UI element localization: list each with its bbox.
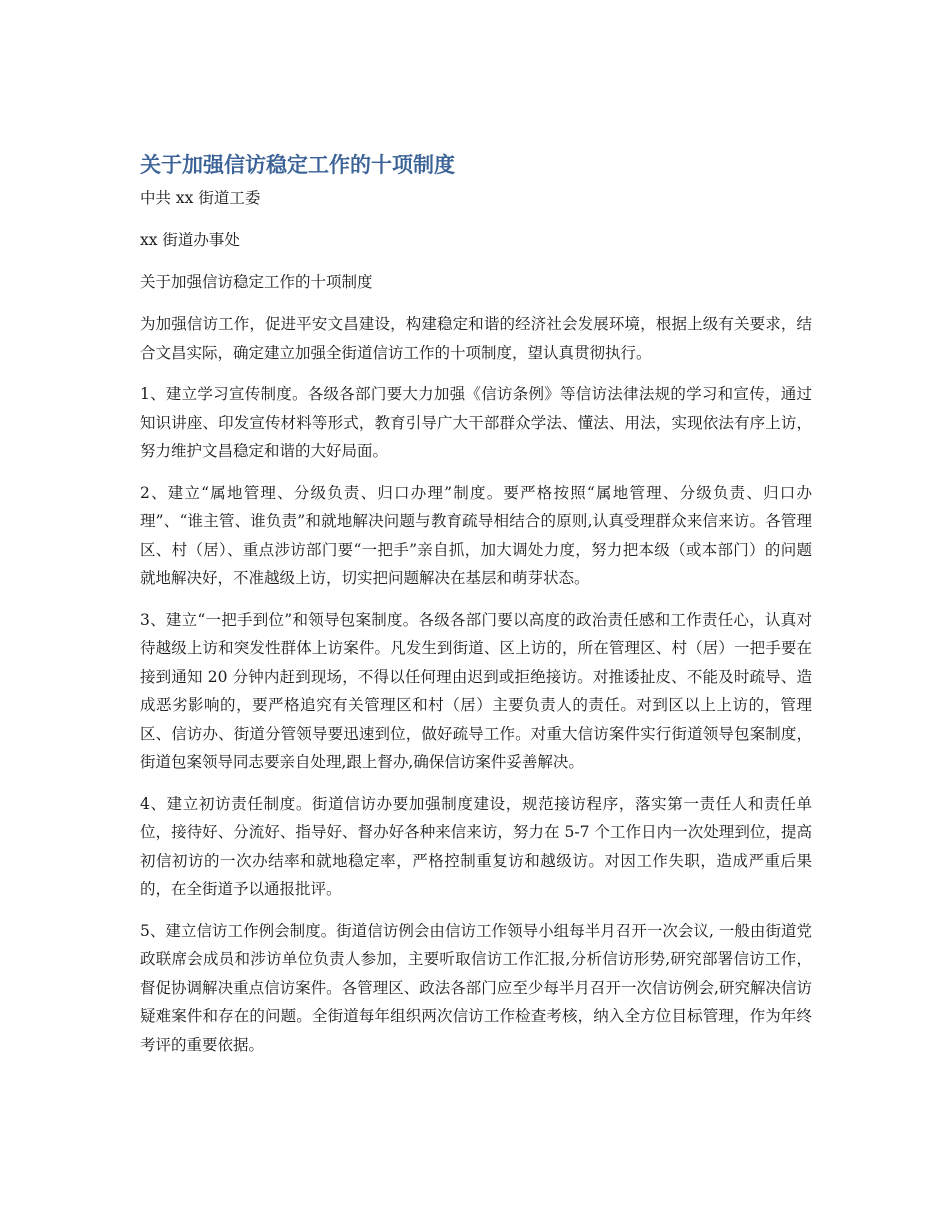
rule-3-paragraph: 3、建立“一把手到位”和领导包案制度。各级各部门要以高度的政治责任感和工作责任心，认真对待越级上访和突发性群体上访案件。凡发生到街道、区上访的，所在管理区、村（居）一把手要在接到通知 20 分钟内赶到现场，不得以任何理由迟到或拒绝接访。对推诿扯皮、不能及时疏导、造成恶劣影响的，要严格追究有关管理区和村（居）主要负责人的责任。对到区以上上访的，管理区、信访办、街道分管领导要迅速到位，做好疏导工作。对重大信访案件实行街道领导包案制度，街道包案领导同志要亲自处理,跟上督办,确保信访案件妥善解决。 <box>140 610 812 771</box>
document-subtitle: 关于加强信访稳定工作的十项制度 <box>140 273 373 291</box>
rule-1-paragraph: 1、建立学习宣传制度。各级各部门要大力加强《信访条例》等信访法律法规的学习和宣传，通过知识讲座、印发宣传材料等形式，教育引导广大干部群众学法、懂法、用法，实现依法有序上访，努力维护文昌稳定和谐的大好局面。 <box>140 385 812 460</box>
issuer-street-office: xx 街道办事处 <box>140 231 240 249</box>
document-page <box>140 148 812 1072</box>
rule-5-paragraph: 5、建立信访工作例会制度。街道信访例会由信访工作领导小组每半月召开一次会议, 一般由街道党政联席会成员和涉访单位负责人参加，主要听取信访工作汇报,分析信访形势,研究部署信访工作，督促协调解决重点信访案件。各管理区、政法各部门应至少每半月召开一次信访例会,研究解决信访疑难案件和存在的问题。全街道每年组织两次信访工作检查考核，纳入全方位目标管理，作为年终考评的重要依据。 <box>140 921 812 1054</box>
rule-2-paragraph: 2、建立“属地管理、分级负责、归口办理”制度。要严格按照“属地管理、分级负责、归口办理”、“谁主管、谁负责”和就地解决问题与教育疏导相结合的原则,认真受理群众来信来访。各管理区、村（居）、重点涉访部门要“一把手”亲自抓，加大调处力度，努力把本级（或本部门）的问题就地解决好，不准越级上访，切实把问题解决在基层和萌芽状态。 <box>140 483 812 587</box>
rule-4-paragraph: 4、建立初访责任制度。街道信访办要加强制度建设，规范接访程序，落实第一责任人和责任单位，接待好、分流好、指导好、督办好各种来信来访，努力在 5-7 个工作日内一次处理到位，提高初信初访的一次办结率和就地稳定率，严格控制重复访和越级访。对因工作失职，造成严重后果的，在全街道予以通报批评。 <box>140 794 812 898</box>
intro-paragraph: 为加强信访工作，促进平安文昌建设，构建稳定和谐的经济社会发展环境，根据上级有关要求，结合文昌实际，确定建立加强全街道信访工作的十项制度，望认真贯彻执行。 <box>140 315 812 362</box>
issuer-party-committee: 中共 xx 街道工委 <box>140 189 261 207</box>
document-title: 关于加强信访稳定工作的十项制度 <box>140 153 455 177</box>
